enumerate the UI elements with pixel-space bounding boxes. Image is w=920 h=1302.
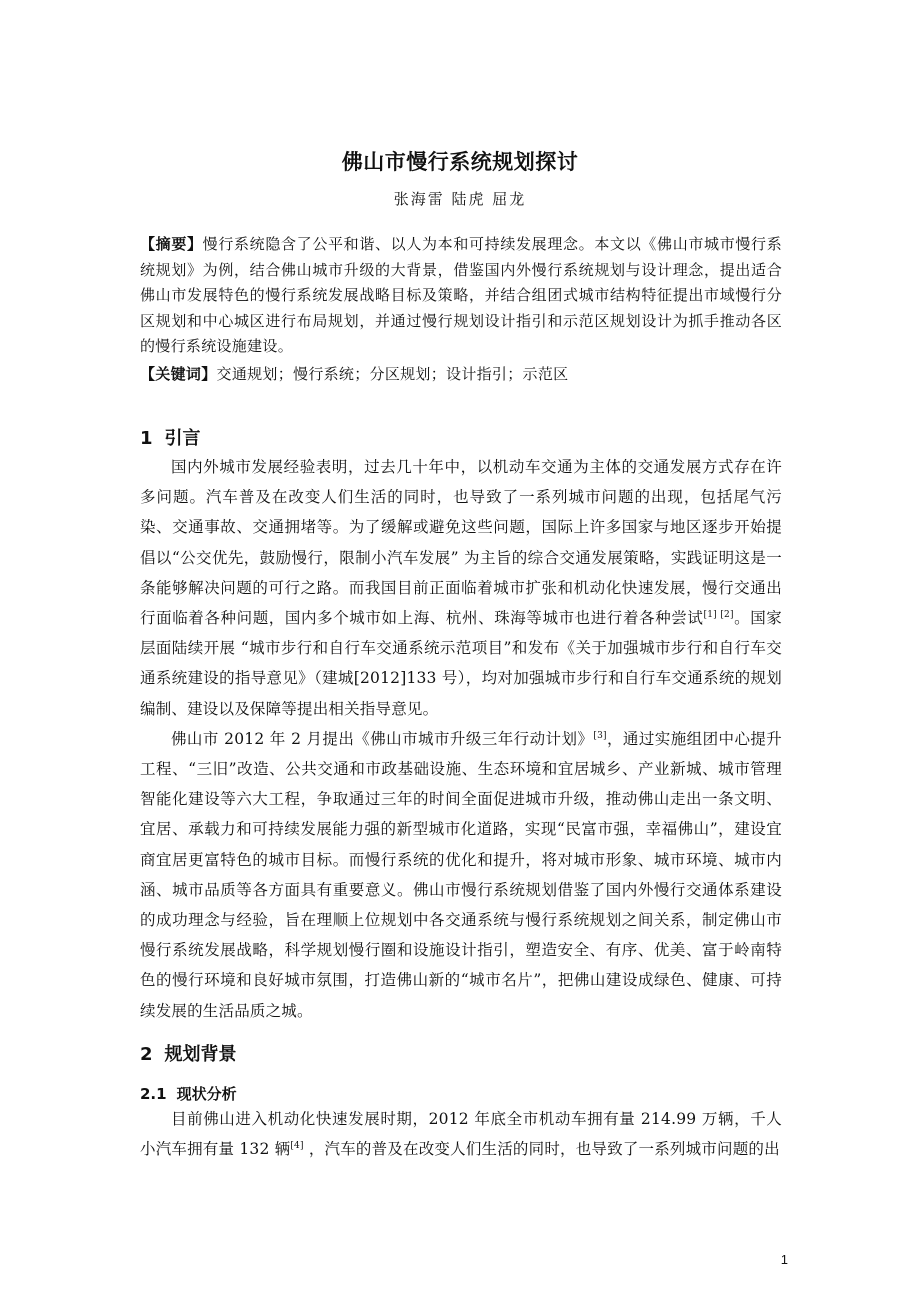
abstract-text: 慢行系统隐含了公平和谐、以人为本和可持续发展理念。本文以《佛山市城市慢行系统规划》为例，结合佛山城市升级的大背景，借鉴国内外慢行系统规划与设计理念，提出适合佛山市发展特色的慢行系统发展战略目标及策略，并结合组团式城市结构特征提出市域慢行分区规划和中心城区进行布局规划，并通过慢行规划设计指引和示范区规划设计为抓手推动各区的慢行系统设施建设。 <box>140 235 782 356</box>
paper-title: 佛山市慢行系统规划探讨 <box>341 150 579 174</box>
section-number: 2 <box>140 1044 153 1065</box>
citation: [4] <box>290 1141 304 1152</box>
subsection-number: 2.1 <box>140 1085 167 1103</box>
paragraph <box>140 1104 782 1164</box>
paragraph-text: ，通过实施组团中心提升工程、“三旧”改造、公共交通和市政基础设施、生态环境和宜居城乡、产业新城、城市管理智能化建设等六大工程，争取通过三年的时间全面促进城市升级，推动佛山走出一条文明、宜居、承载力和可持续发展能力强的新型城市化道路，实现“民富市强，幸福佛山”，建设宜商宜居更富特色的城市目标。而慢行系统的优化和提升，将对城市形象、城市环境、城市内涵、城市品质等各方面具有重要意义。佛山市慢行系统规划借鉴了国内外慢行交通体系建设的成功理念与经验，旨在理顺上位规划中各交通系统与慢行系统规划之间关系，制定佛山市慢行系统发展战略，科学规划慢行圈和设施设计指引，塑造安全、有序、优美、富于岭南特色的慢行环境和良好城市氛围，打造佛山新的“城市名片”，把佛山建设成绿色、健康、可持续发展的生活品质之城。 <box>140 729 783 1020</box>
keywords-label: 【关键词】 <box>140 364 217 383</box>
abstract-label: 【摘要】 <box>140 235 203 253</box>
paragraph-text: 目前佛山进入机动化快速发展时期，2012 年底全市机动车拥有量 214.99 万辆，千人小汽车拥有量 132 辆 <box>140 1110 782 1159</box>
section-heading-introduction <box>140 424 201 450</box>
abstract <box>140 232 782 360</box>
status-body <box>140 1104 782 1164</box>
page-number: 1 <box>780 1252 788 1267</box>
section-number: 1 <box>140 428 153 449</box>
paragraph-text: 佛山市 2012 年 2 月提出《佛山市城市升级三年行动计划》 <box>171 729 594 748</box>
abstract-block <box>140 232 782 388</box>
paragraph <box>140 724 782 1026</box>
paragraph-text: ，汽车的普及在改变人们生活的同时，也导致了一系列城市问题的出 <box>303 1140 780 1159</box>
section-heading-background <box>140 1040 237 1066</box>
citation: [1] [2] <box>703 609 734 620</box>
paragraph-text: 。国家层面陆续开展 “城市步行和自行车交通系统示范项目”和发布《关于加强城市步行和自行车交通系统建设的指导意见》（建城[2012]133 号），均对加强城市步行和自行车交通系统的规划编制、建设以及保障等提出相关指导意见。 <box>140 609 782 718</box>
citation: [3] <box>593 730 607 741</box>
section-title: 引言 <box>164 428 201 449</box>
keywords <box>140 362 782 388</box>
section-title: 规划背景 <box>164 1044 237 1065</box>
paragraph <box>140 452 782 724</box>
keywords-text: 交通规划；慢行系统；分区规划；设计指引；示范区 <box>216 364 569 383</box>
subsection-heading-status <box>140 1083 237 1104</box>
subsection-title: 现状分析 <box>176 1085 237 1103</box>
introduction-body <box>140 452 782 1026</box>
paper-authors: 张海雷 陆虎 屈龙 <box>393 190 527 208</box>
paragraph-text: 国内外城市发展经验表明，过去几十年中，以机动车交通为主体的交通发展方式存在许多问题。汽车普及在改变人们生活的同时，也导致了一系列城市问题的出现，包括尾气污染、交通事故、交通拥堵等。为了缓解或避免这些问题，国际上许多国家与地区逐步开始提倡以“公交优先，鼓励慢行，限制小汽车发展” 为主旨的综合交通发展策略，实践证明这是一条能够解决问题的可行之路。而我国目前正面临着城市扩张和机动化快速发展，慢行交通出行面临着各种问题，国内多个城市如上海、杭州、珠海等城市也进行着各种尝试 <box>140 458 782 628</box>
